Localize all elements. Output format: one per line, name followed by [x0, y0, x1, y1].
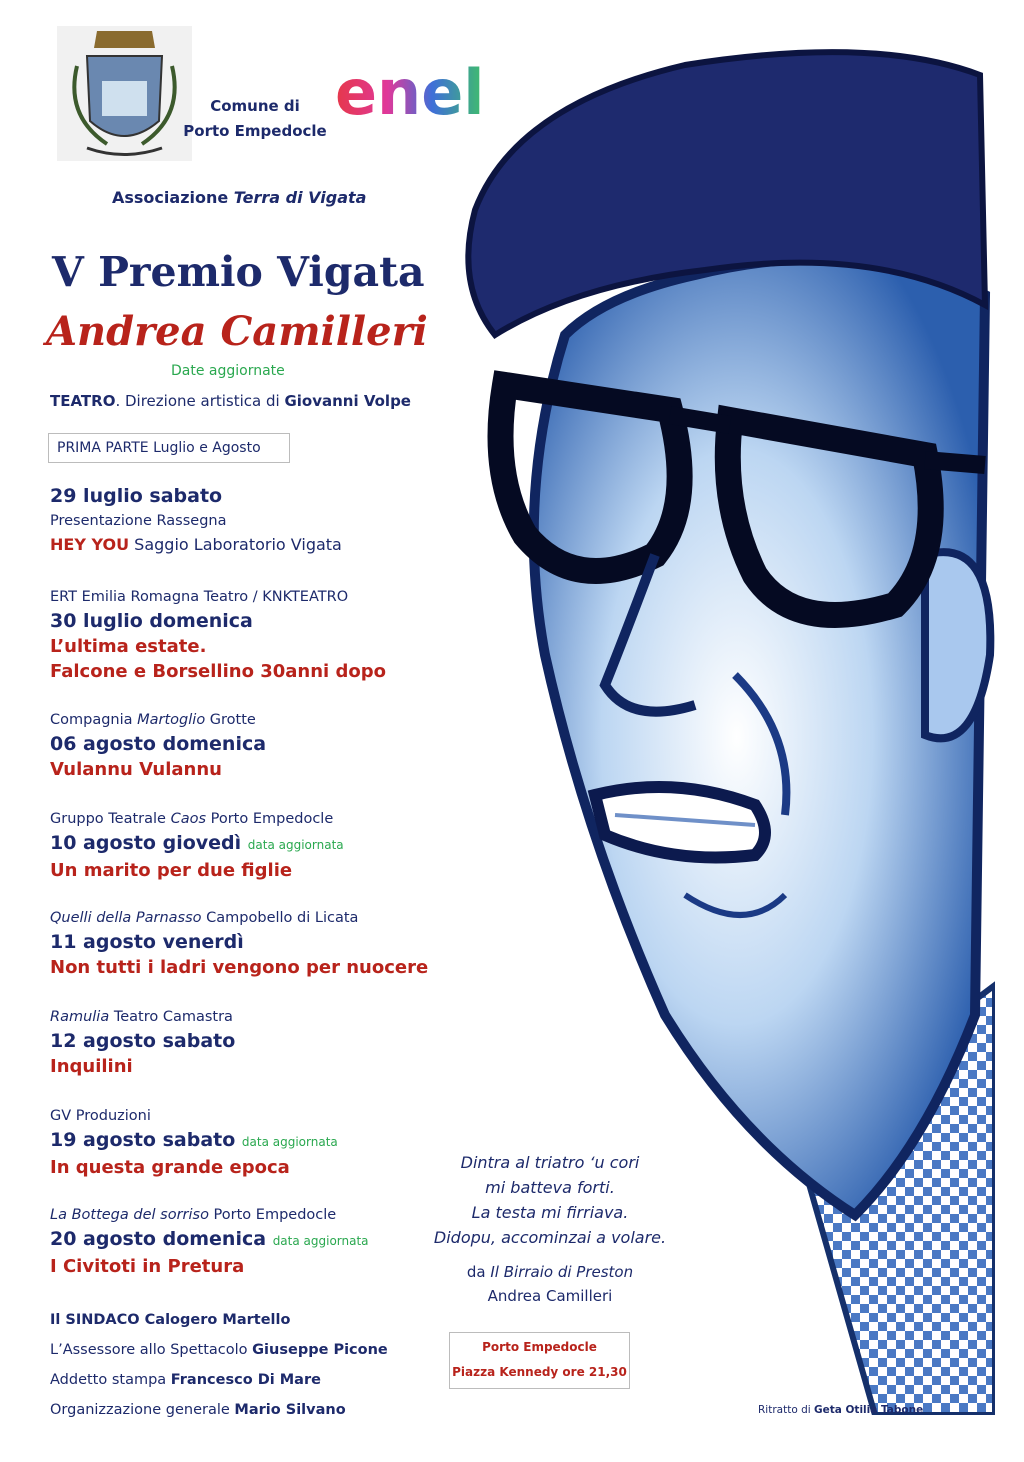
event-description: Presentazione Rassegna: [50, 513, 227, 529]
event-company: Quelli della Parnasso Campobello di Licata: [50, 910, 359, 926]
event-3: [50, 708, 490, 782]
event-6: [50, 1005, 490, 1079]
teatro-direction: TEATRO. Direzione artistica di Giovanni Volpe: [50, 392, 411, 410]
event-company: Gruppo Teatrale Caos Porto Empedocle: [50, 811, 334, 827]
page-title: V Premio Vigata: [52, 248, 425, 296]
mayor-line: Il SINDACO Calogero Martello: [50, 1312, 291, 1328]
portrait-credit: Ritratto di Geta Otilia Tabone: [758, 1404, 924, 1416]
assessor-line: L’Assessore allo Spettacolo Giuseppe Picone: [50, 1342, 388, 1358]
event-title: Inquilini: [50, 1056, 133, 1077]
part-label-box: PRIMA PARTE Luglio e Agosto: [48, 433, 290, 463]
comune-crest-logo: [57, 26, 192, 161]
event-company: GV Produzioni: [50, 1108, 151, 1124]
staff-credits: [50, 1305, 388, 1425]
organization-line: Organizzazione generale Mario Silvano: [50, 1402, 346, 1418]
event-1: [50, 484, 490, 557]
event-date: 10 agosto giovedì data aggiornata: [50, 832, 344, 854]
event-date: 29 luglio sabato: [50, 485, 223, 507]
event-4: [50, 807, 490, 883]
venue-box: Porto Empedocle Piazza Kennedy ore 21,30: [449, 1332, 630, 1389]
association-label: Associazione Terra di Vigata: [112, 188, 367, 207]
event-date: 19 agosto sabato data aggiornata: [50, 1129, 338, 1151]
event-2: [50, 585, 490, 684]
quote-source: da Il Birraio di Preston Andrea Camilleri: [466, 1263, 634, 1305]
event-title: Non tutti i ladri vengono per nuocere: [50, 957, 429, 978]
camilleri-quote: Dintra al triatro ‘u cori mi batteva forti. La testa mi firriava. Didopu, accominzai a volare.: [433, 1153, 667, 1247]
event-date: 20 agosto domenica data aggiornata: [50, 1228, 369, 1250]
date-updated-note: data aggiornata: [247, 838, 344, 852]
event-title: Vulannu Vulannu: [50, 759, 222, 780]
comune-label: Comune di Porto Empedocle: [183, 97, 327, 140]
dates-updated-note: Date aggiornate: [171, 363, 285, 379]
event-date: 12 agosto sabato: [50, 1030, 236, 1052]
event-date: 11 agosto venerdì: [50, 931, 244, 953]
svg-text:enel: enel: [335, 56, 485, 122]
event-company: Ramulia Teatro Camastra: [50, 1009, 233, 1025]
event-title-line: HEY YOU Saggio Laboratorio Vigata: [50, 535, 342, 554]
date-updated-note: data aggiornata: [272, 1234, 369, 1248]
event-title-line2: Falcone e Borsellino 30anni dopo: [50, 661, 386, 682]
event-company: La Bottega del sorriso Porto Empedocle: [50, 1207, 337, 1223]
event-title: Un marito per due figlie: [50, 860, 293, 881]
event-date: 30 luglio domenica: [50, 610, 253, 632]
event-date: 06 agosto domenica: [50, 733, 267, 755]
event-title: I Civitoti in Pretura: [50, 1256, 245, 1277]
press-line: Addetto stampa Francesco Di Mare: [50, 1372, 321, 1388]
event-title: In questa grande epoca: [50, 1157, 290, 1178]
event-5: [50, 906, 490, 980]
event-title: L’ultima estate.: [50, 636, 207, 657]
event-company: Compagnia Martoglio Grotte: [50, 712, 256, 728]
event-company: ERT Emilia Romagna Teatro / KNKTEATRO: [50, 589, 349, 605]
page-subtitle: Andrea Camilleri: [46, 308, 428, 355]
date-updated-note: data aggiornata: [241, 1135, 338, 1149]
